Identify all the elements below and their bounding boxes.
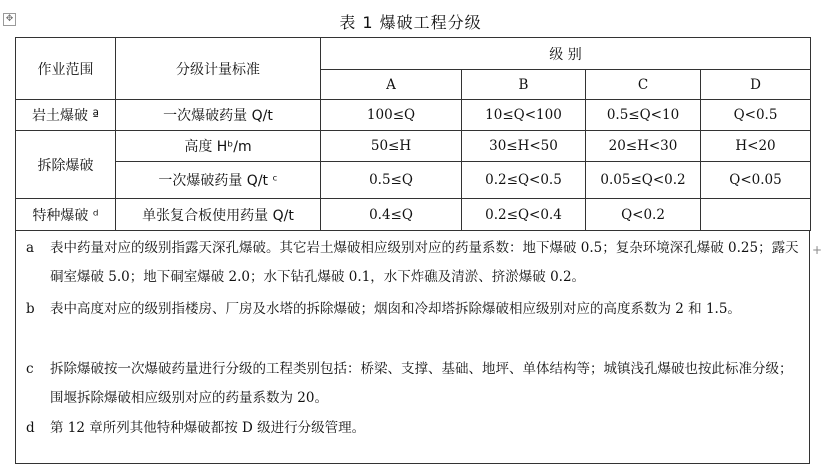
note-key: c: [26, 361, 34, 377]
table-row: [16, 131, 811, 162]
note-c: [26, 355, 801, 413]
cell-a: 100≤Q: [321, 100, 462, 131]
row-scope: 岩土爆破 ª: [16, 100, 116, 131]
note-text: 表中药量对应的级别指露天深孔爆破。其它岩土爆破相应级别对应的药量系数：地下爆破 0.5；复杂环境深孔爆破 0.25；露天硐室爆破 5.0；地下硐室爆破 2.0；水下钻孔爆破 0.1，水下炸礁及清淤、挤淤爆破 0.2。: [50, 240, 799, 285]
row-standard: 一次爆破药量 Q/t: [116, 100, 321, 131]
cell-b: 30≤H<50: [462, 131, 586, 162]
header-level-c: C: [586, 70, 701, 100]
add-column-icon[interactable]: +: [812, 243, 822, 257]
note-key: b: [26, 301, 35, 317]
table-title: 表 1 爆破工程分级: [339, 13, 482, 32]
header-level-b: B: [462, 70, 586, 100]
note-text: 表中高度对应的级别指楼房、厂房及水塔的拆除爆破；烟囱和冷却塔拆除爆破相应级别对应的高度系数为 2 和 1.5。: [50, 301, 741, 317]
header-scope: 作业范围: [16, 38, 116, 100]
cell-d: Q<0.05: [701, 162, 811, 199]
header-level-d: D: [701, 70, 811, 100]
row-scope: 拆除爆破: [16, 131, 116, 199]
header-level-a: A: [321, 70, 462, 100]
table-row: [16, 199, 811, 231]
cell-b: 10≤Q<100: [462, 100, 586, 131]
note-text: 拆除爆破按一次爆破药量进行分级的工程类别包括：桥梁、支撑、基础、地坪、单体结构等；城镇浅孔爆破也按此标准分级；围堰拆除爆破相应级别对应的药量系数为 20。: [50, 361, 793, 406]
cell-c: 0.05≤Q<0.2: [586, 162, 701, 199]
header-level: 级 别: [321, 38, 811, 70]
cell-d: Q<0.5: [701, 100, 811, 131]
cell-d: [701, 199, 811, 231]
table-row: [16, 162, 811, 199]
header-standard: 分级计量标准: [116, 38, 321, 100]
note-a: [26, 234, 801, 292]
cell-d: H<20: [701, 131, 811, 162]
header-row: [16, 38, 811, 70]
table-notes: [15, 230, 810, 464]
row-standard: 单张复合板使用药量 Q/t: [116, 199, 321, 231]
cell-b: 0.2≤Q<0.4: [462, 199, 586, 231]
cell-b: 0.2≤Q<0.5: [462, 162, 586, 199]
cell-a: 50≤H: [321, 131, 462, 162]
note-key: a: [26, 240, 35, 256]
row-scope: 特种爆破 ᵈ: [16, 199, 116, 231]
cell-c: Q<0.2: [586, 199, 701, 231]
table-move-handle-icon[interactable]: ✥: [3, 13, 16, 26]
classification-table: [15, 37, 811, 231]
row-standard: 一次爆破药量 Q/t ᶜ: [116, 162, 321, 199]
note-b: [26, 295, 801, 324]
table-row: [16, 100, 811, 131]
note-text: 第 12 章所列其他特种爆破都按 D 级进行分级管理。: [50, 420, 366, 436]
cell-c: 0.5≤Q<10: [586, 100, 701, 131]
cell-c: 20≤H<30: [586, 131, 701, 162]
note-d: [26, 414, 801, 443]
row-standard: 高度 Hᵇ/m: [116, 131, 321, 162]
note-key: d: [26, 420, 35, 436]
cell-a: 0.4≤Q: [321, 199, 462, 231]
cell-a: 0.5≤Q: [321, 162, 462, 199]
